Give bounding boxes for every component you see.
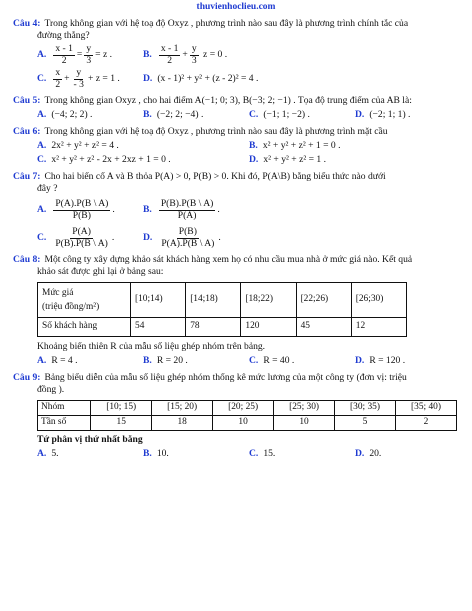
table-row [38,401,457,416]
question-text: Trong không gian với hệ toạ độ Oxyz , phương trình nào sau đây là phương trình chính tắc của [44,18,409,29]
table-cell: 15 [91,415,152,430]
option-b[interactable]: B. 10. [143,447,169,459]
fraction: $\frac{P(B).P(B \backslash A)}{P(A)}$ [160,198,214,221]
table-cell: 120 [241,318,296,337]
question-text: Cho hai biến cố A và B thỏa P(A) > 0, P(B) > 0. Khi đó, P(A\B) bằng biểu thức nào dưới [44,171,386,183]
table-cell: [15; 20) [152,401,213,416]
question-text: Bảng biểu diễn của mẫu số liệu ghép nhóm thống kê mức lương của một công ty (đơn vị: triệu [44,372,407,384]
question-9 [13,372,461,459]
table-cell: [25; 30) [274,401,335,416]
fraction: $\frac{P(A)}{P(B).P(B \backslash A)}$ [55,226,108,249]
table-cell: 10 [274,415,335,430]
question-number: Câu 7: [13,171,41,183]
option-b[interactable]: B. x² + y² + z² + 1 = 0 . [249,140,341,152]
fraction: $\frac{y}{- 3}$ [73,67,84,90]
question-5 [13,95,461,121]
fraction: $\frac{P(B)}{P(A).P(B \backslash A)}$ [161,226,215,249]
question-text-continued: khảo sát được ghi lại ở bảng sau: [37,266,164,278]
fraction: $\frac{x}{2}$ [55,67,61,90]
question-number: Câu 5: [13,95,41,107]
watermark: thuvienhoclieu.com [196,2,276,12]
options-row [13,154,461,166]
fraction: $\frac{P(A).P(B \backslash A)}{P(B)}$ [55,198,109,221]
option-c[interactable]: C. x² + y² + z² - 2x + 2xz + 1 = 0 . [37,154,171,166]
question-text-continued: đồng ). [37,384,65,396]
option-a[interactable]: A. $\frac{x - 1}{2}$ = $\frac{y}{3}$ = z . [37,42,113,66]
option-b[interactable]: B. R = 20 . [143,355,188,367]
table-row [38,415,457,430]
fraction: $\frac{y}{3}$ [86,42,92,66]
table-header-cell: Số khách hàng [38,318,131,337]
option-d[interactable]: D. 20. [355,447,382,459]
question-number: Câu 4: [13,18,41,29]
table-cell: 45 [296,318,351,337]
table-cell: 12 [351,318,406,337]
options-row [13,109,461,121]
options-row [13,140,461,152]
options-row [13,448,461,460]
table-cell: [20; 25) [213,401,274,416]
option-a[interactable]: A. 5. [37,447,59,459]
question-number: Câu 9: [13,372,41,384]
table-cell: [30; 35) [335,401,396,416]
option-b[interactable]: B. $\frac{P(B).P(B \backslash A)}{P(A)}$ . [143,198,220,221]
option-a[interactable]: A. (−4; 2; 2) . [37,109,93,121]
table-cell: 54 [131,318,186,337]
question-6 [13,126,461,166]
option-c[interactable]: C. R = 40 . [249,355,295,367]
option-c[interactable]: C. $\frac{P(A)}{P(B).P(B \backslash A)}$ . [37,226,115,249]
question-text: Một công ty xây dựng khảo sát khách hàng xem họ có nhu cầu mua nhà ở mức giá nào. Kết quả [44,254,413,266]
option-a[interactable]: A. R = 4 . [37,355,78,367]
options-row [13,44,461,66]
option-c[interactable]: C. 15. [249,447,276,459]
table-cell: [22;26) [296,283,351,318]
table-cell: 10 [213,415,274,430]
option-a[interactable]: A. $\frac{P(A).P(B \backslash A)}{P(B)}$ . [37,198,115,221]
option-c[interactable]: C. (−1; 1; −2) . [249,109,310,121]
table-cell: [35; 40) [395,401,456,416]
options-row [13,68,461,90]
options-row [13,199,461,221]
price-survey-table [37,282,407,337]
table-row [38,283,407,318]
question-7 [13,171,461,249]
question-8 [13,254,461,367]
table-cell: [10;14) [131,283,186,318]
document-page [13,18,461,463]
table-cell: [14;18) [186,283,241,318]
option-d[interactable]: D. (−2; 1; 1) . [355,109,411,121]
option-c[interactable]: C. $\frac{x}{2}$ + $\frac{y}{- 3}$ + z = 1 . [37,67,120,90]
fraction: $\frac{y}{3}$ [191,42,197,66]
option-a[interactable]: A. 2x² + y² + z² = 4 . [37,140,119,152]
option-d[interactable]: D. $\frac{P(B)}{P(A).P(B \backslash A)}$ . [143,226,221,249]
table-header-cell: Mức giá (triệu đồng/m²) [38,283,131,318]
options-row [13,355,461,367]
question-text-continued: đây ? [37,183,58,195]
question-number: Câu 6: [13,126,41,138]
question-4 [13,18,461,90]
option-d[interactable]: D. x² + y² + z² = 1 . [249,154,327,166]
table-cell: 2 [395,415,456,430]
option-d[interactable]: D. R = 120 . [355,355,406,367]
options-row [13,227,461,249]
question-text: Trong không gian với hệ toạ độ Oxyz , phương trình nào sau đây là phương trình mặt cầu [44,126,388,138]
fraction: $\frac{x - 1}{2}$ [160,42,179,66]
table-cell: [10; 15) [91,401,152,416]
sub-question: Khoảng biến thiên R của mẫu số liệu ghép nhóm trên bảng. [37,341,266,353]
question-number: Câu 8: [13,254,41,266]
option-b[interactable]: B. (−2; 2; −4) . [143,109,204,121]
salary-group-table [37,400,457,431]
table-cell: 18 [152,415,213,430]
option-b[interactable]: B. $\frac{x - 1}{2}$ + $\frac{y}{3}$ z = 0 . [143,42,228,66]
table-cell: [26;30) [351,283,406,318]
table-cell: 78 [186,318,241,337]
table-header-cell: Nhóm [38,401,91,416]
fraction: $\frac{x - 1}{2}$ [55,42,73,66]
sub-question-title: Tứ phân vị thứ nhất bằng [37,433,143,445]
question-text: Trong không gian Oxyz , cho hai điểm A(−1; 0; 3), B(−3; 2; −1) . Tọa độ trung điểm của AB là: [44,95,412,107]
table-row [38,318,407,337]
table-header-cell: Tần số [38,415,91,430]
table-cell: [18;22) [241,283,296,318]
table-cell: 5 [335,415,396,430]
question-text-continued: đường thẳng? [37,29,90,41]
option-d[interactable]: D. (x - 1)² + y² + (z - 2)² = 4 . [143,73,259,85]
